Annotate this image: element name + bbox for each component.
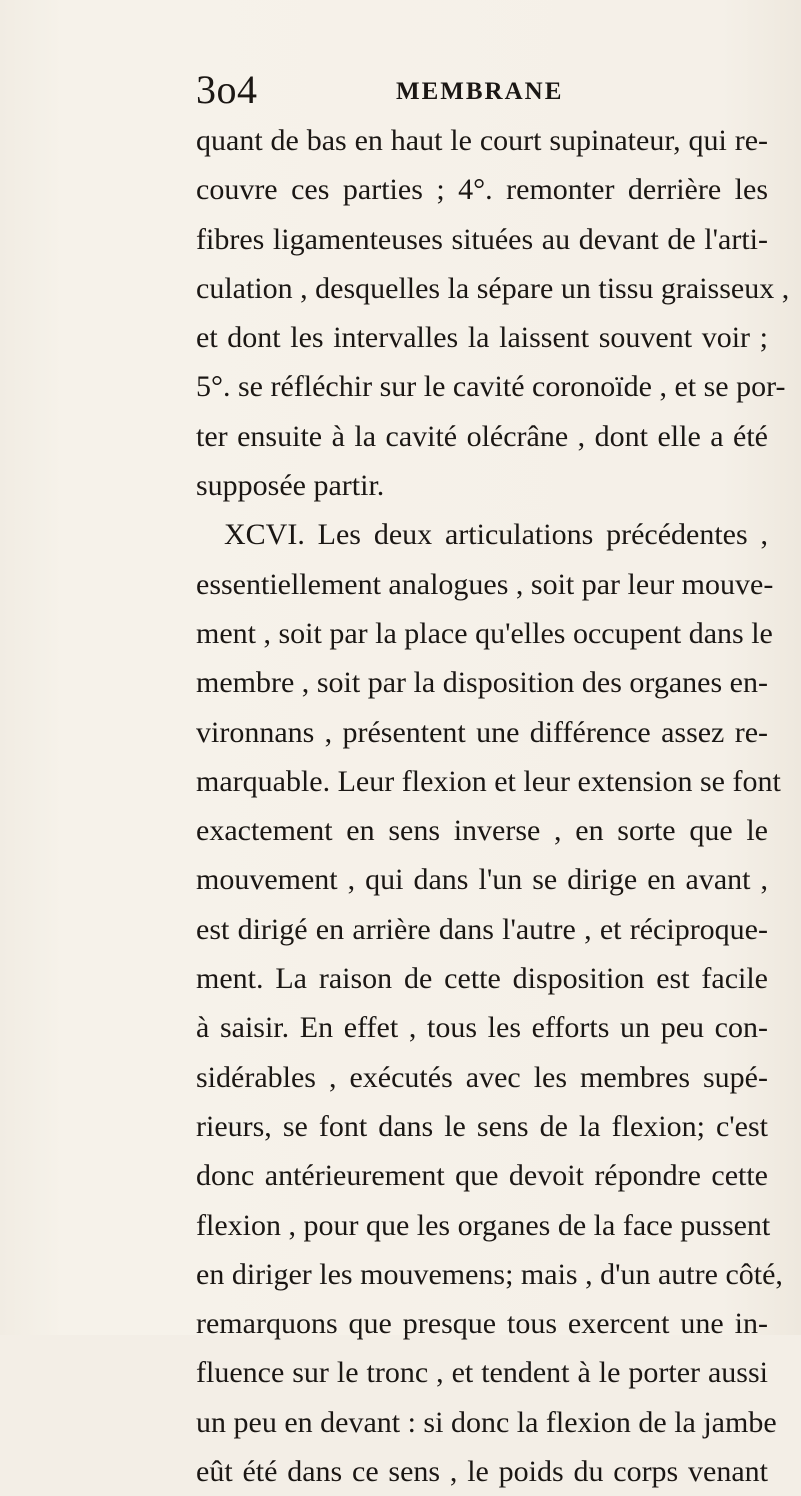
text-line: marquable. Leur flexion et leur extension se font [196,764,781,798]
text-line: rieurs, se font dans le sens de la flexion; c'est [196,1109,768,1143]
page-number: 3o4 [196,67,258,112]
text-line: est dirigé en arrière dans l'autre , et réciproque- [196,912,768,946]
text-line: membre , soit par la disposition des organes en- [196,666,768,700]
text-line: en diriger les mouvemens; mais , d'un autre côté, [196,1257,783,1291]
body-text [196,116,790,1496]
text-line: fibres ligamenteuses situées au devant de l'arti- [196,222,768,256]
text-line: essentiellement analogues , soit par leur mouve- [196,567,774,601]
text-line: ment , soit par la place qu'elles occupent dans le [196,616,773,650]
text-line: ter ensuite à la cavité olécrâne , dont elle a été [196,419,768,453]
text-line: culation , desquelles la sépare un tissu graisseux , [196,271,790,305]
text-line: eût été dans ce sens , le poids du corps venant [196,1455,768,1489]
text-line: un peu en devant : si donc la flexion de la jambe [196,1405,777,1439]
text-line: et dont les intervalles la laissent souvent voir ; [196,321,768,355]
text-line: couvre ces parties ; 4°. remonter derrière les [196,173,768,207]
text-line: mouvement , qui dans l'un se dirige en avant , [196,863,768,897]
text-line: quant de bas en haut le court supinateur, qui re- [196,124,768,157]
text-line: supposée partir. [196,469,385,503]
text-line: vironnans , présentent une différence assez re- [196,715,768,749]
text-line: remarquons que presque tous exercent une in- [196,1307,768,1341]
text-line: XCVI. Les deux articulations précédentes , [224,518,768,552]
text-line: exactement en sens inverse , en sorte que le [196,814,768,848]
text-line: fluence sur le tronc , et tendent à le porter aussi [196,1356,768,1390]
text-line: donc antérieurement que devoit répondre cette [196,1159,768,1193]
text-line: à saisir. En effet , tous les efforts un peu con- [196,1011,768,1045]
text-line: ment. La raison de cette disposition est facile [196,962,768,996]
running-head: MEMBRANE [396,78,564,105]
text-line: 5°. se réfléchir sur le cavité coronoïde , et se por- [196,370,786,404]
text-line: flexion , pour que les organes de la face pussent [196,1208,771,1242]
text-line: sidérables , exécutés avec les membres supé- [196,1060,768,1094]
